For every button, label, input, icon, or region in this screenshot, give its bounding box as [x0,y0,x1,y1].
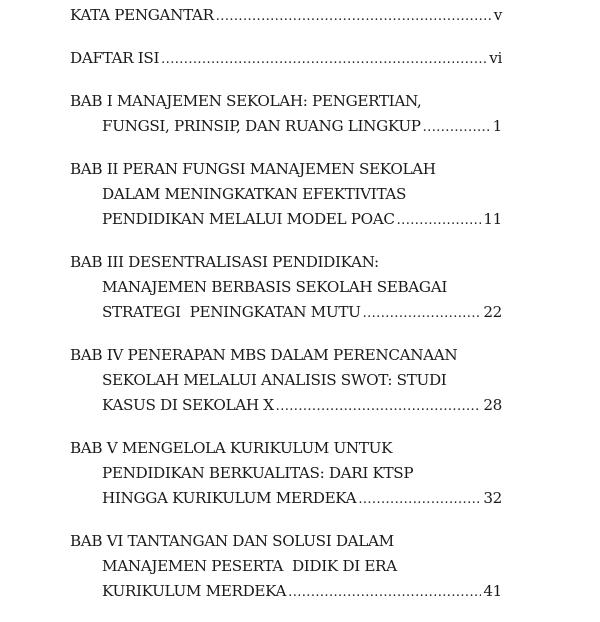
toc-entry-title-continued: PENDIDIKAN MELALUI MODEL POAC [102,210,395,228]
toc-line [70,529,502,554]
toc-line [70,182,502,207]
toc-entry-title: BAB I MANAJEMEN SEKOLAH: PENGERTIAN, [70,92,422,110]
toc-entry-title: BAB II PERAN FUNGSI MANAJEMEN SEKOLAH [70,160,436,178]
dot-leader [363,301,482,326]
toc-entry-title-continued: KASUS DI SEKOLAH X [102,396,274,414]
toc-line [70,461,502,486]
toc-entry-title: BAB III DESENTRALISASI PENDIDIKAN: [70,253,379,271]
toc-line [70,343,502,368]
toc-line [70,157,502,182]
dot-leader [358,487,481,512]
toc-entry-title-continued: HINGGA KURIKULUM MERDEKA [102,489,357,507]
toc-entry-title: DAFTAR ISI [70,49,160,67]
table-of-contents [70,3,502,622]
toc-entry-title-continued: DALAM MENINGKATKAN EFEKTIVITAS [102,185,407,203]
toc-line [70,3,502,28]
toc-line [70,368,502,393]
dot-leader [397,208,482,233]
toc-entry-bab-5[interactable] [70,436,502,511]
toc-line [70,250,502,275]
dot-leader [288,580,481,605]
toc-line [70,46,502,71]
toc-entry-title-continued: STRATEGI PENINGKATAN MUTU [102,303,361,321]
toc-entry-bab-3[interactable] [70,250,502,325]
toc-page-number: vi [489,49,502,67]
dot-leader [276,394,482,419]
toc-entry-title: BAB V MENGELOLA KURIKULUM UNTUK [70,439,393,457]
toc-page-number: 1 [492,117,502,135]
toc-entry-title-continued: MANAJEMEN BERBASIS SEKOLAH SEBAGAI [102,278,447,296]
toc-page-number: 11 [483,210,502,228]
toc-page-number: 22 [483,303,502,321]
toc-line [70,275,502,300]
toc-entry-daftar-isi[interactable] [70,46,502,71]
toc-line [70,393,502,418]
toc-line [70,436,502,461]
toc-entry-title-continued: SEKOLAH MELALUI ANALISIS SWOT: STUDI [102,371,447,389]
toc-line [70,89,502,114]
toc-line [70,486,502,511]
toc-entry-title-continued: KURIKULUM MERDEKA [102,582,287,600]
toc-entry-bab-2[interactable] [70,157,502,232]
toc-line [70,207,502,232]
toc-line [70,300,502,325]
toc-entry-title: KATA PENGANTAR [70,6,214,24]
dot-leader [423,115,491,140]
toc-entry-title: BAB IV PENERAPAN MBS DALAM PERENCANAAN [70,346,458,364]
toc-entry-title-continued: PENDIDIKAN BERKUALITAS: DARI KTSP [102,464,414,482]
toc-page-number: v [493,6,502,24]
toc-entry-bab-4[interactable] [70,343,502,418]
toc-entry-bab-6[interactable] [70,529,502,604]
toc-entry-title: BAB VI TANTANGAN DAN SOLUSI DALAM [70,532,394,550]
toc-line [70,114,502,139]
toc-page-number: 28 [483,396,502,414]
toc-page-number: 32 [483,489,502,507]
toc-entry-title-continued: MANAJEMEN PESERTA DIDIK DI ERA [102,557,397,575]
dot-leader [161,47,487,72]
toc-page-number: 41 [483,582,502,600]
dot-leader [216,4,492,29]
toc-entry-kata-pengantar[interactable] [70,3,502,28]
toc-line [70,579,502,604]
toc-line [70,554,502,579]
toc-entry-title-continued: FUNGSI, PRINSIP, DAN RUANG LINGKUP [102,117,421,135]
toc-entry-bab-1[interactable] [70,89,502,139]
